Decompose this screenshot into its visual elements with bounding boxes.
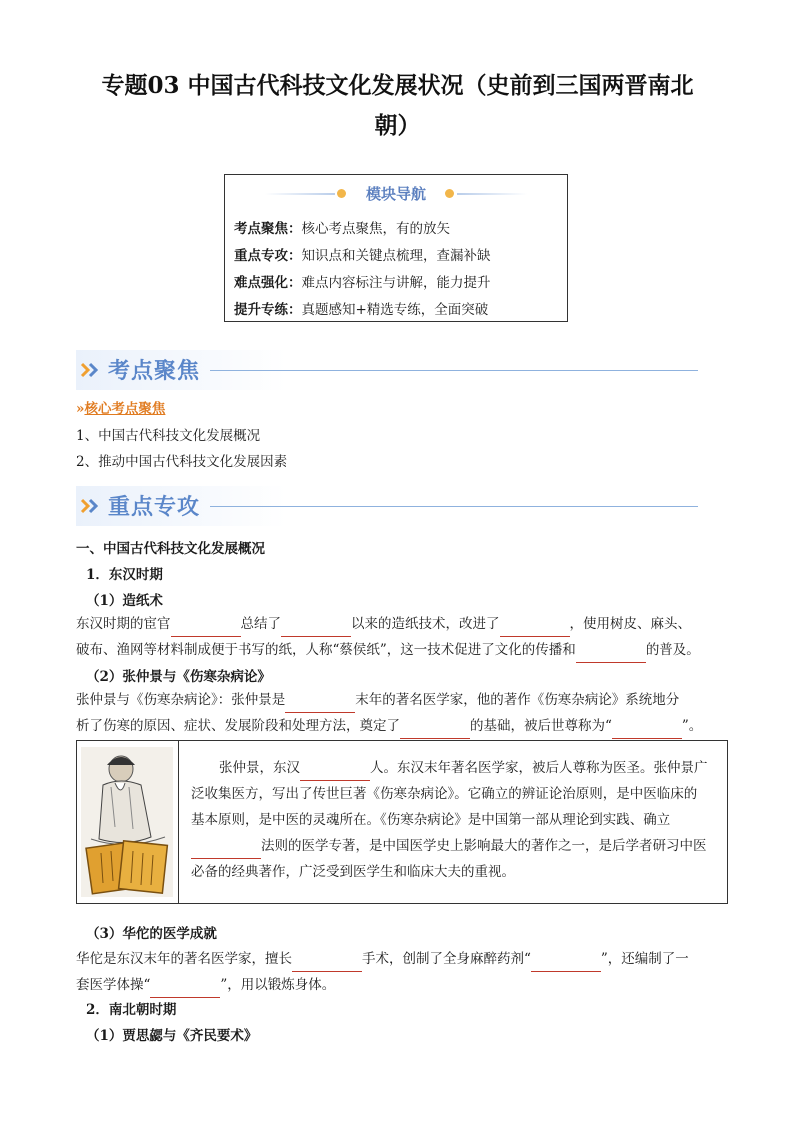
double-arrow-icon: » [76, 401, 85, 417]
double-chevron-icon [80, 498, 102, 514]
nav-row-label: 难点强化： [234, 275, 302, 291]
para-line [76, 611, 724, 637]
box-divider [178, 741, 179, 903]
nav-row [234, 244, 491, 264]
paragraph-huatuo [76, 946, 724, 998]
section-header-key [76, 486, 698, 526]
heading-3: （2）张仲景与《伤寒杂病论》 [86, 669, 271, 685]
fill-blank[interactable] [500, 620, 570, 637]
para-line [76, 637, 724, 663]
paragraph-papermaking [76, 611, 724, 663]
text: 以来的造纸技术，改进了 [351, 616, 500, 632]
box-line [191, 755, 717, 781]
fill-blank[interactable] [400, 722, 470, 739]
fill-blank[interactable] [300, 764, 370, 781]
box-text [191, 755, 717, 885]
heading-2: 1．东汉时期 [86, 567, 163, 583]
nav-row [234, 217, 450, 237]
nav-row-text: 知识点和关键点梳理，查漏补缺 [301, 248, 491, 264]
text: 的普及。 [645, 642, 700, 658]
para-line [76, 972, 724, 998]
zhang-zhongjing-portrait-image [81, 747, 173, 897]
title-line-1: 专题03 中国古代科技文化发展状况（史前到三国两晋南北 [101, 72, 694, 99]
fill-blank[interactable] [292, 955, 362, 972]
section-header-focus [76, 350, 698, 390]
text: 套医学体操“ [76, 977, 151, 993]
nav-row-text: 真题感知+精选专练，全面突破 [301, 302, 489, 318]
title-line-2: 朝） [374, 112, 421, 139]
fill-blank[interactable] [531, 955, 601, 972]
nav-dot-right-icon [445, 189, 454, 198]
para-line [76, 713, 724, 739]
page-title [60, 66, 735, 146]
heading-3: （3）华佗的医学成就 [86, 926, 217, 942]
list-item: 2、推动中国古代科技文化发展因素 [76, 454, 288, 470]
box-line [191, 833, 717, 859]
box-line: 基本原则，是中医的灵魂所在。《伤寒杂病论》是中国第一部从理论到实践、确立 [191, 812, 671, 828]
text: ”。 [681, 718, 703, 734]
fill-blank[interactable] [150, 981, 220, 998]
info-box [76, 740, 728, 904]
text: 张仲景与《伤寒杂病论》：张仲景是 [76, 692, 286, 708]
text: 破布、渔网等材料制成便于书写的纸，人称“蔡侯纸”，这一技术促进了文化的传播和 [76, 642, 576, 658]
fill-blank[interactable] [281, 620, 351, 637]
text: 总结了 [240, 616, 281, 632]
fill-blank[interactable] [191, 842, 261, 859]
nav-row-text: 核心考点聚焦，有的放矢 [301, 221, 450, 237]
nav-row [234, 298, 488, 318]
list-item: 1、中国古代科技文化发展概况 [76, 428, 261, 444]
para-line [76, 946, 724, 972]
nav-row-text: 难点内容标注与讲解，能力提升 [301, 275, 491, 291]
nav-row-label: 提升专练： [234, 302, 302, 318]
section-divider [210, 370, 698, 371]
section-title: 重点专攻 [108, 495, 201, 520]
heading-2: 2．南北朝时期 [86, 1002, 177, 1018]
module-nav-title: 模块导航 [365, 185, 426, 203]
nav-line-right [457, 193, 527, 195]
nav-row [234, 271, 491, 291]
paragraph-zhang [76, 687, 724, 739]
heading-1: 一、中国古代科技文化发展概况 [76, 541, 265, 557]
module-nav-header [225, 183, 567, 205]
text: 张仲景，东汉 [219, 760, 300, 776]
fill-blank[interactable] [576, 646, 646, 663]
text: 华佗是东汉末年的著名医学家，擅长 [76, 951, 292, 967]
text: 末年的著名医学家，他的著作《伤寒杂病论》系统地分 [355, 692, 680, 708]
text: ”，还编制了一 [600, 951, 689, 967]
double-chevron-icon [80, 362, 102, 378]
core-focus-link[interactable]: 核心考点聚焦 [84, 401, 166, 417]
section-divider [210, 506, 698, 507]
nav-row-label: 考点聚焦： [234, 221, 302, 237]
fill-blank[interactable] [285, 696, 355, 713]
text: 人。东汉末年著名医学家，被后人尊称为医圣。张仲景广 [370, 760, 708, 776]
box-line: 泛收集医方，写出了传世巨著《伤寒杂病论》。它确立的辨证论治原则，是中医临床的 [191, 786, 698, 802]
module-nav-box [224, 174, 568, 322]
heading-3: （1）贾思勰与《齐民要术》 [86, 1028, 258, 1044]
text: ，使用树皮、麻头、 [569, 616, 691, 632]
box-line: 必备的经典著作，广泛受到医学生和临床大夫的重视。 [191, 864, 515, 880]
text: 东汉时期的宦官 [76, 616, 171, 632]
text: 手术，创制了全身麻醉药剂“ [362, 951, 531, 967]
text: ”，用以锻炼身体。 [220, 977, 336, 993]
section-title: 考点聚焦 [108, 359, 201, 384]
heading-3: （1）造纸术 [86, 593, 163, 609]
core-focus-heading[interactable] [76, 399, 165, 419]
para-line [76, 687, 724, 713]
text: 的基础，被后世尊称为“ [470, 718, 612, 734]
fill-blank[interactable] [171, 620, 241, 637]
text: 析了伤寒的原因、症状、发展阶段和处理方法，奠定了 [76, 718, 400, 734]
fill-blank[interactable] [612, 722, 682, 739]
text: 法则的医学专著，是中国医学史上影响最大的著作之一，是后学者研习中医 [261, 838, 707, 854]
nav-row-label: 重点专攻： [234, 248, 302, 264]
